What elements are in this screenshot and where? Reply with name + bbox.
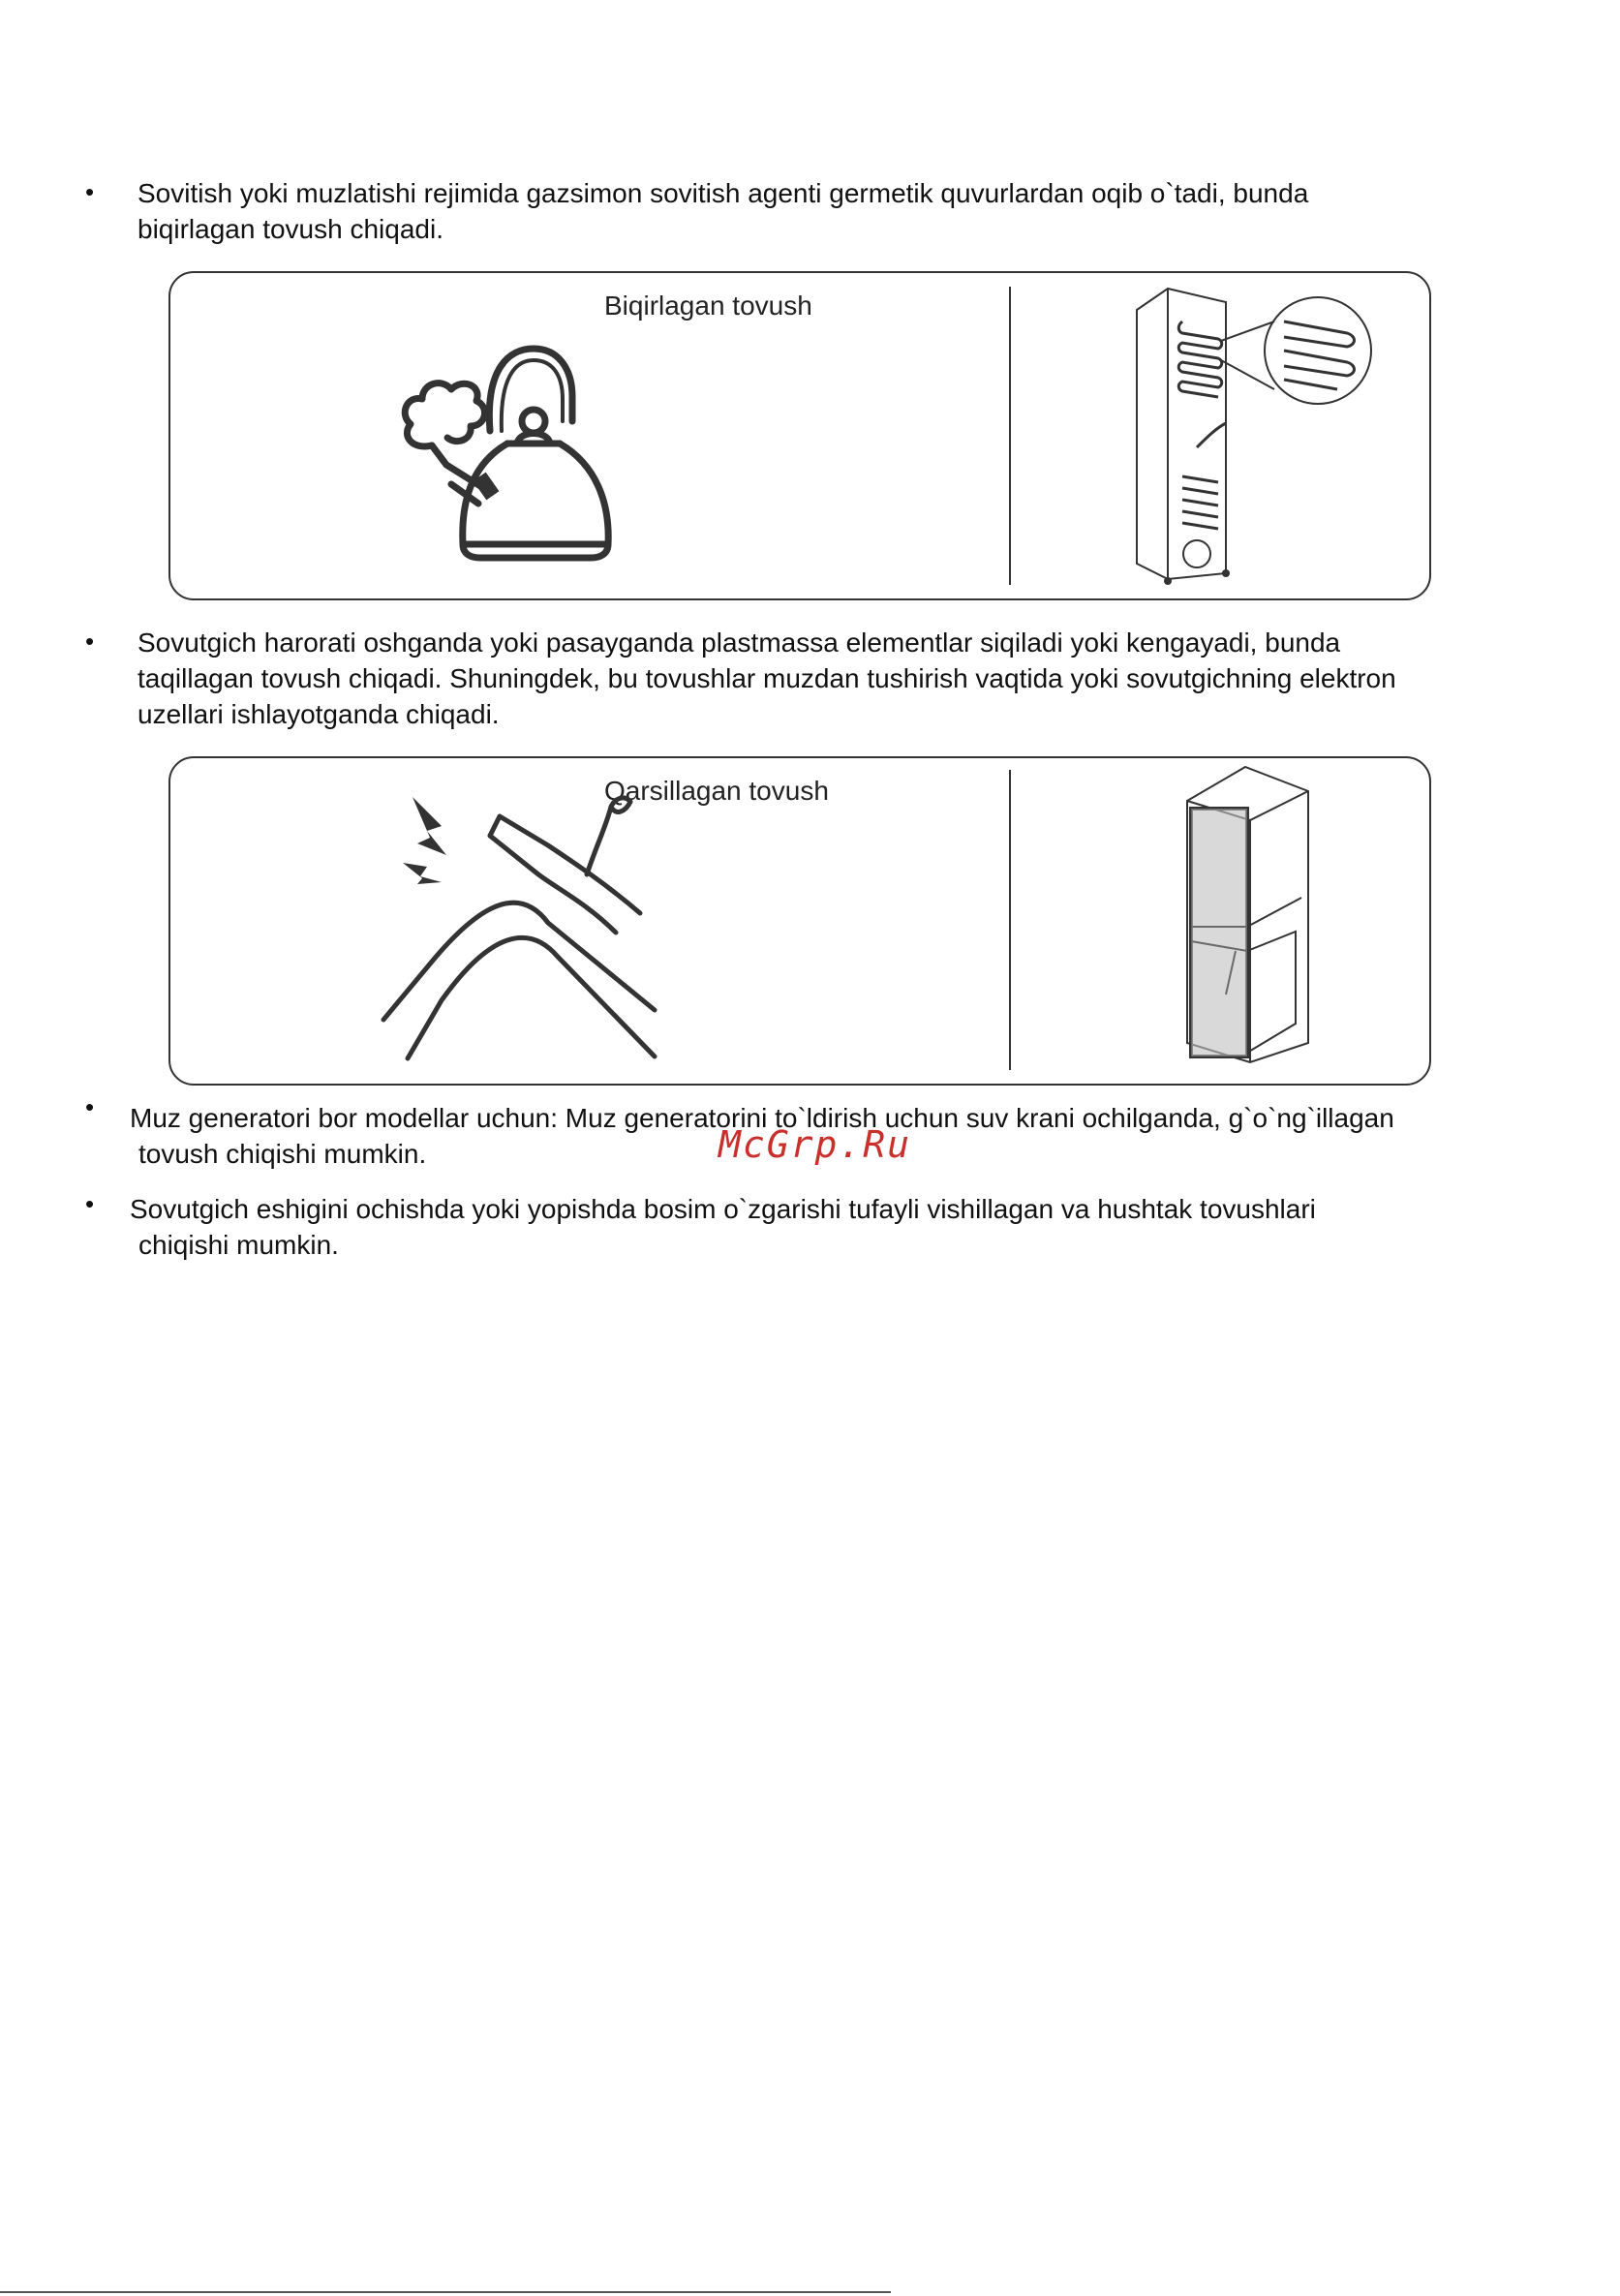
illustration-panel-boiling xyxy=(168,271,1431,600)
refrigerator-interior-icon xyxy=(1177,762,1323,1072)
paragraph-line: Sovutgich eshigini ochishda yoki yopishda bosim o`zgarishi tufayli vishillagan va hushtak tovushlari xyxy=(130,1194,1316,1224)
paragraph-line: tovush chiqishi mumkin. xyxy=(138,1139,427,1169)
bullet-marker: • xyxy=(85,177,95,206)
refrigerator-coils-icon xyxy=(1129,283,1391,593)
panel-caption: Biqirlagan tovush xyxy=(604,291,812,321)
paragraph-line: Sovutgich harorati oshganda yoki pasayganda plastmassa elementlar siqiladi yoki kengayadi, bunda xyxy=(138,628,1341,658)
paragraph-line: biqirlagan tovush chiqadi. xyxy=(138,214,443,244)
watermark-logo: McGrp.Ru xyxy=(718,1123,912,1166)
panel-caption: Qarsillagan tovush xyxy=(604,776,829,806)
paragraph-plastic-expansion xyxy=(138,625,1532,732)
paragraph-line: uzellari ishlayotganda chiqadi. xyxy=(138,699,500,729)
paragraph-line: chiqishi mumkin. xyxy=(138,1230,339,1260)
panel-divider xyxy=(1009,287,1011,585)
paragraph-line: Muz generatori bor modellar uchun: Muz generatorini to`ldirish uchun suv krani ochilganda, g`o`ng`illagan xyxy=(130,1103,1394,1133)
paragraph-line: Sovitish yoki muzlatishi rejimida gazsimon sovitish agenti germetik quvurlardan oqib o`tadi, bunda xyxy=(138,178,1309,208)
bullet-marker: • xyxy=(85,1189,95,1218)
cracking-branch-icon xyxy=(374,787,703,1078)
footer-rule xyxy=(0,2291,891,2293)
paragraph-door-pressure xyxy=(130,1191,1524,1263)
paragraph-line: taqillagan tovush chiqadi. Shuningdek, bu tovushlar muzdan tushirish vaqtida yoki sovutgichning elektron xyxy=(138,663,1396,693)
bullet-marker: • xyxy=(85,627,95,656)
paragraph-refrigerant-flow xyxy=(138,175,1532,247)
panel-divider xyxy=(1009,770,1011,1070)
illustration-panel-cracking xyxy=(168,756,1431,1086)
bullet-marker: • xyxy=(85,1092,95,1121)
kettle-icon xyxy=(393,329,645,562)
